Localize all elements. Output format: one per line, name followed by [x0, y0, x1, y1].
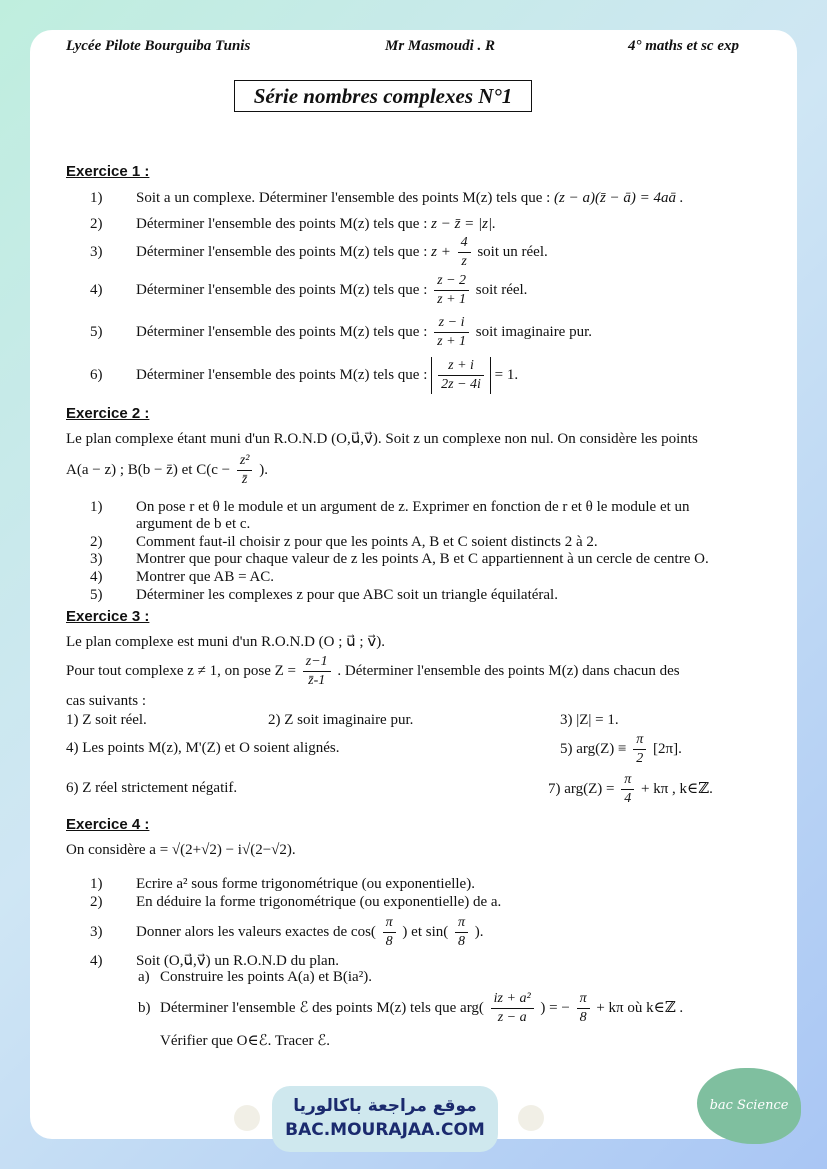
ex4-item-4a: a) Construire les points A(a) et B(ia²).	[138, 969, 372, 985]
ex1-item-5: 5) Déterminer l'ensemble des points M(z) tels que : $\frac{z - i}{z + 1}$ soit imaginaire pur.	[90, 315, 593, 349]
ex1-item-6: 6) Déterminer l'ensemble des points M(z) tels que : $\frac{z + i}{2z - 4i}$ = 1.	[90, 358, 519, 392]
ex4-heading: Exercice 4 :	[66, 816, 150, 833]
ex2-item-1: 1) On pose r et θ le module et un argument de z. Exprimer en fonction de r et θ le module et un	[90, 499, 690, 515]
ex3-case-6: 6) Z réel strictement négatif.	[66, 780, 238, 796]
class-name: 4° maths et sc exp	[628, 38, 739, 54]
school-name: Lycée Pilote Bourguiba Tunis	[66, 38, 251, 54]
site-logo-right	[518, 1105, 544, 1131]
ex1-heading: Exercice 1 :	[66, 163, 150, 180]
ex1-item-3: 3) Déterminer l'ensemble des points M(z) tels que : z + $\frac{4}{z}$ soit un réel.	[90, 235, 548, 269]
ex4-item-4b: b) Déterminer l'ensemble ℰ des points M(z) tels que arg( $\frac{\text{iz + a²}}{z - a}$ ) = − $\frac{\pi}{8}$ + kπ où k∈ℤ .	[138, 991, 684, 1025]
ex3-case-3: 3) |Z| = 1.	[560, 712, 619, 728]
ex4-item-1: 1) Ecrire a² sous forme trigonométrique (ou exponentielle).	[90, 876, 475, 892]
page-title: Série nombres complexes N°1	[234, 80, 532, 112]
ex3-pose: Pour tout complexe z ≠ 1, on pose Z = $\frac{z-1}{z̄-1}$ . Déterminer l'ensemble des points M(z) dans chacun des	[66, 654, 680, 688]
teacher-name: Mr Masmoudi . R	[385, 38, 496, 54]
ex3-heading: Exercice 3 :	[66, 608, 150, 625]
site-name-arabic: موقع مراجعة باكالوريا	[293, 1096, 477, 1116]
ex2-heading: Exercice 2 :	[66, 405, 150, 422]
ex2-points: A(a − z) ; B(b − z̄) et C(c − $\frac{\text{z²}}{z̄}$ ).	[66, 453, 268, 487]
ex4-item-3: 3) Donner alors les valeurs exactes de cos( $\frac{\pi}{8}$ ) et sin( $\frac{\pi}{8}$ ).	[90, 915, 484, 949]
ex3-case-5: 5) arg(Z) ≡ $\frac{\pi}{2}$ [2π].	[560, 732, 682, 766]
ex4-intro: On considère a = √(2+√2) − i√(2−√2).	[66, 842, 296, 858]
ex1-item-2: 2) Déterminer l'ensemble des points M(z) tels que : z − z̄ = |z|.	[90, 216, 496, 232]
site-url[interactable]: BAC.MOURAJAA.COM	[285, 1120, 485, 1140]
ex4-item-2: 2) En déduire la forme trigonométrique (ou exponentielle) de a.	[90, 894, 502, 910]
ex3-cases-label: cas suivants :	[66, 693, 146, 709]
ex2-item-3: 3) Montrer que pour chaque valeur de z les points A, B et C appartiennent à un cercle de centre O.	[90, 551, 709, 567]
ex3-case-4: 4) Les points M(z), M'(Z) et O soient alignés.	[66, 740, 340, 756]
ex4-item-4: 4) Soit (O,u⃗,v⃗) un R.O.N.D du plan.	[90, 953, 339, 969]
ex3-intro: Le plan complexe est muni d'un R.O.N.D (O ; u⃗ ; v⃗).	[66, 634, 385, 650]
ex1-item-1: 1) Soit a un complexe. Déterminer l'ensemble des points M(z) tels que : (z − a)(z̄ − ā) = 4aā .	[90, 190, 684, 206]
ex3-case-7: 7) arg(Z) = $\frac{\pi}{4}$ + kπ , k∈ℤ.	[548, 772, 713, 806]
ex2-item-2: 2) Comment faut-il choisir z pour que les points A, B et C soient distincts 2 à 2.	[90, 534, 598, 550]
ex2-item-4: 4) Montrer que AB = AC.	[90, 569, 275, 585]
site-logo-left	[234, 1105, 260, 1131]
ex2-intro: Le plan complexe étant muni d'un R.O.N.D (O,u⃗,v⃗). Soit z un complexe non nul. On considère les points	[66, 431, 698, 447]
site-banner[interactable]	[272, 1086, 498, 1152]
bac-science-badge: bac Science	[697, 1068, 801, 1144]
ex4-verify: Vérifier que O∈ℰ. Tracer ℰ.	[160, 1033, 331, 1049]
ex3-case-2: 2) Z soit imaginaire pur.	[268, 712, 414, 728]
ex3-case-1: 1) Z soit réel.	[66, 712, 147, 728]
ex2-item-1b: argument de b et c.	[136, 516, 251, 532]
ex2-item-5: 5) Déterminer les complexes z pour que ABC soit un triangle équilatéral.	[90, 587, 558, 603]
ex1-item-4: 4) Déterminer l'ensemble des points M(z) tels que : $\frac{z - 2}{z + 1}$ soit réel.	[90, 273, 528, 307]
